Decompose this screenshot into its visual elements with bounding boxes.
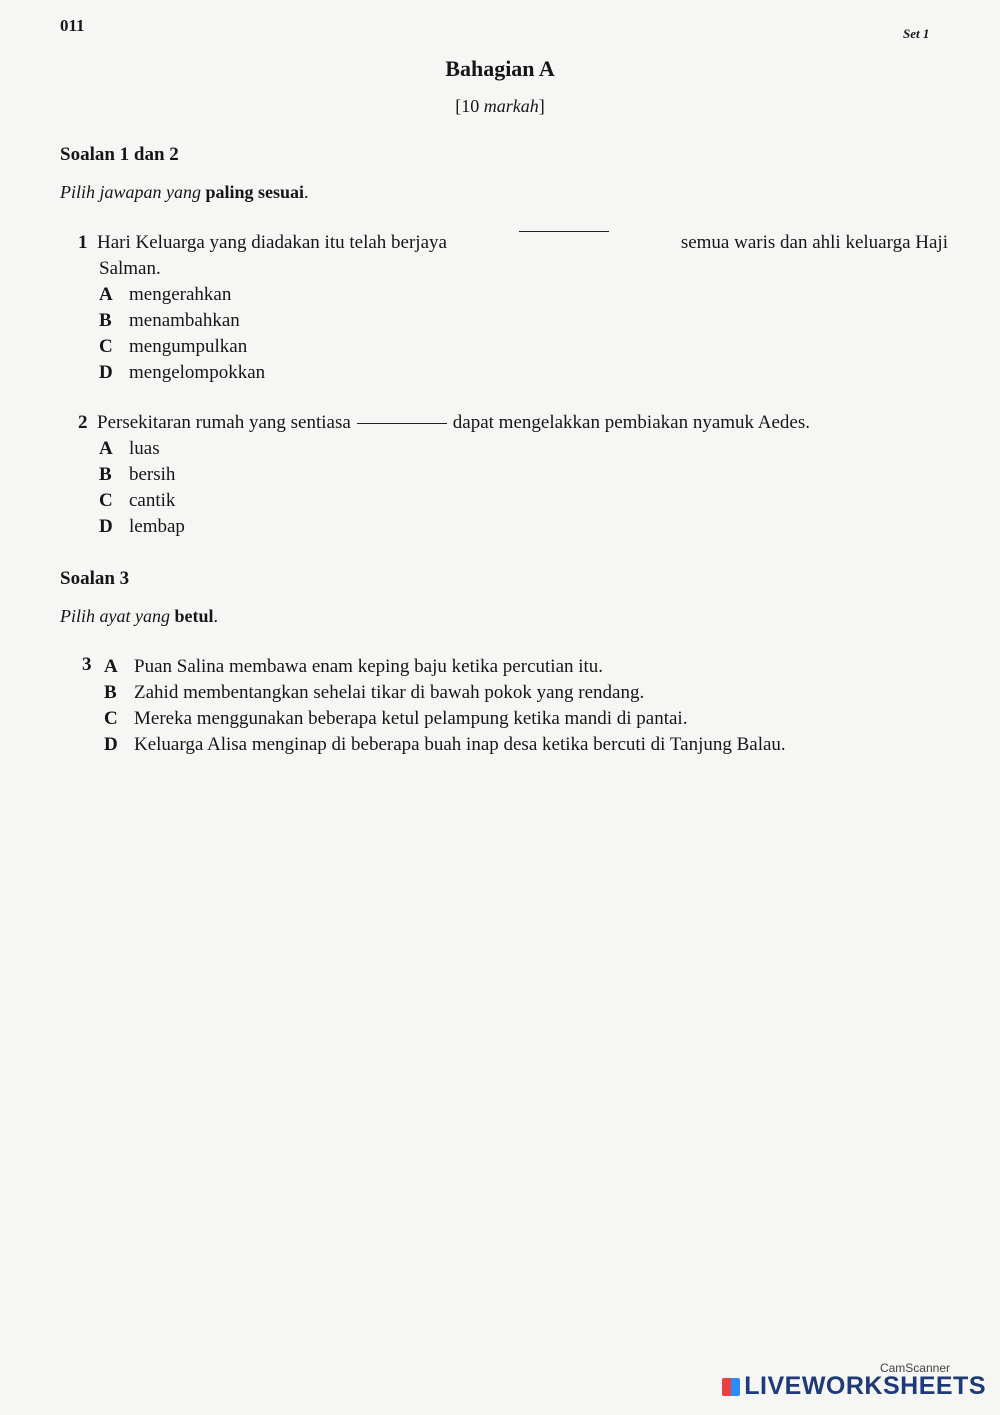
question-3-option-b[interactable]: B Zahid membentangkan sehelai tikar di bawah pokok yang rendang. bbox=[104, 682, 645, 703]
group2-heading: Soalan 3 bbox=[60, 568, 130, 589]
group1-instruction: Pilih jawapan yang paling sesuai. bbox=[60, 182, 309, 202]
question-1-option-d[interactable]: D mengelompokkan bbox=[99, 362, 266, 383]
question-2-option-b[interactable]: B bersih bbox=[99, 464, 176, 485]
question-3-option-d[interactable]: D Keluarga Alisa menginap di beberapa buah inap desa ketika bercuti di Tanjung Balau. bbox=[104, 734, 786, 755]
question-3-option-c[interactable]: C Mereka menggunakan beberapa ketul pelampung ketika mandi di pantai. bbox=[104, 708, 688, 729]
liveworksheets-logo: LIVEWORKSHEETS bbox=[722, 1372, 986, 1401]
question-1-number: 1 bbox=[78, 232, 88, 253]
question-2-blank[interactable] bbox=[357, 422, 447, 424]
question-3 bbox=[82, 654, 952, 758]
question-2-option-d[interactable]: D lembap bbox=[99, 516, 185, 537]
question-1-blank[interactable] bbox=[519, 230, 609, 232]
question-1-stem: 1 Hari Keluarga yang diadakan itu telah berjaya semua waris dan ahli keluarga Haji bbox=[78, 232, 948, 253]
question-3-option-a[interactable]: A Puan Salina membawa enam keping baju ketika percutian itu. bbox=[104, 656, 604, 677]
scanner-watermark: CamScanner bbox=[879, 1361, 950, 1375]
group2-instruction: Pilih ayat yang betul. bbox=[60, 606, 218, 626]
group1-heading: Soalan 1 dan 2 bbox=[60, 144, 179, 165]
question-3-number: 3 bbox=[82, 654, 92, 675]
question-2-stem: 2 Persekitaran rumah yang sentiasa dapat mengelakkan pembiakan nyamuk Aedes. bbox=[78, 412, 810, 433]
section-title: Bahagian A bbox=[445, 56, 555, 81]
question-1-option-a[interactable]: A mengerahkan bbox=[99, 284, 232, 305]
question-2-option-c[interactable]: C cantik bbox=[99, 490, 176, 511]
question-1-options bbox=[78, 282, 948, 386]
question-1 bbox=[78, 230, 948, 386]
marks-label: [10 markah] bbox=[455, 96, 545, 116]
question-2 bbox=[78, 410, 948, 540]
question-3-options bbox=[82, 654, 952, 758]
question-1-option-c[interactable]: C mengumpulkan bbox=[99, 336, 248, 357]
question-2-option-a[interactable]: A luas bbox=[99, 438, 160, 459]
question-1-stem-line2: Salman. bbox=[99, 258, 161, 279]
question-2-number: 2 bbox=[78, 412, 88, 433]
liveworksheets-icon bbox=[722, 1378, 740, 1396]
question-1-option-b[interactable]: B menambahkan bbox=[99, 310, 240, 331]
page-code: 011 bbox=[60, 16, 85, 35]
question-2-options bbox=[78, 436, 948, 540]
set-label: Set 1 bbox=[903, 26, 930, 41]
